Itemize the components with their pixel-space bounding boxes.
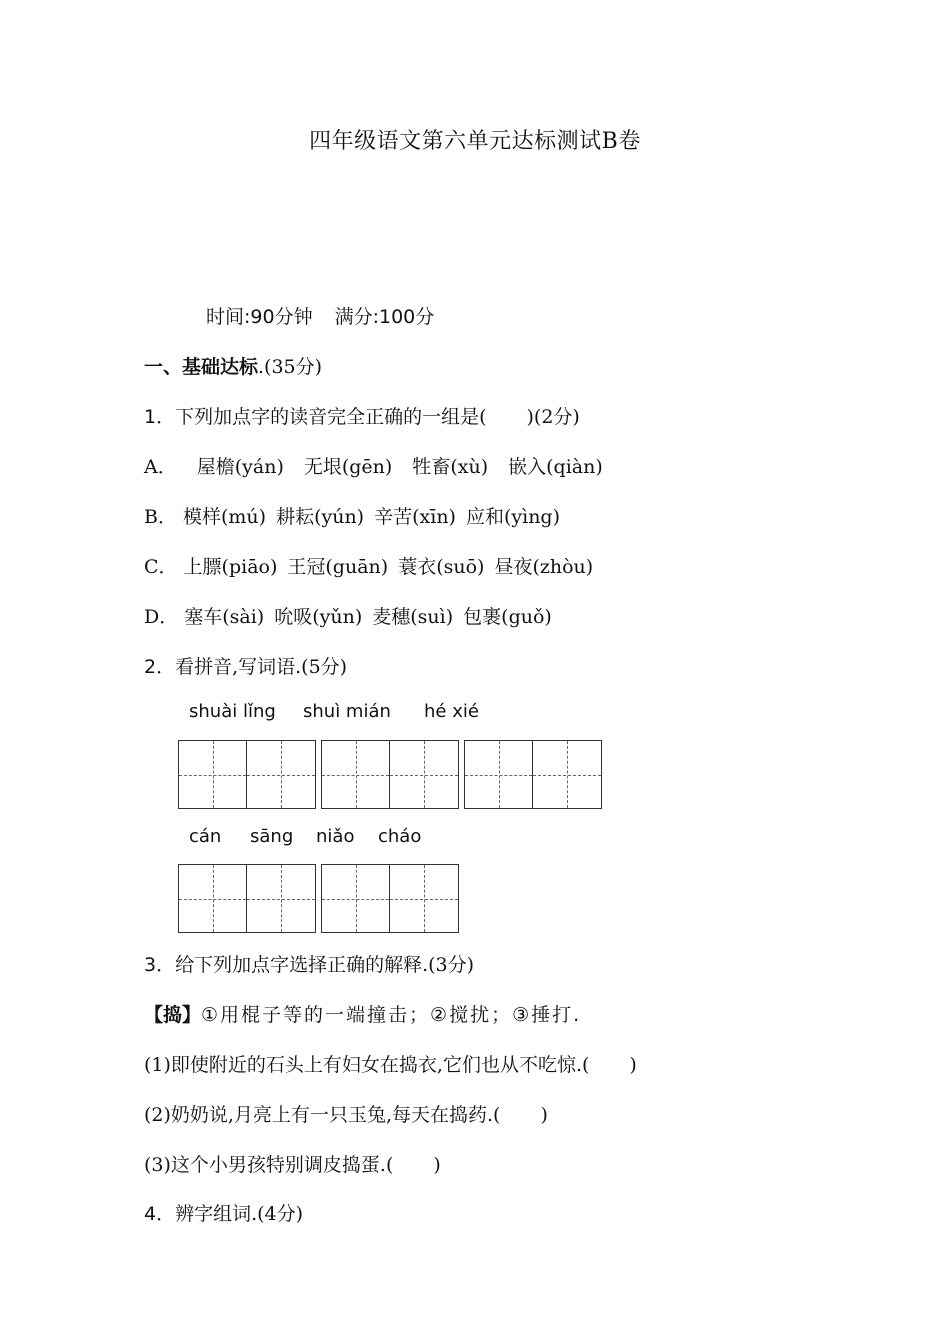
- option-item: 屋檐(yán): [196, 456, 284, 478]
- question-text: 下列加点字的读音完全正确的一组是(: [175, 406, 487, 428]
- option-item: 上膘(piāo): [183, 556, 278, 578]
- question-3-stem: [144, 950, 474, 977]
- sub-question-2: [144, 1100, 548, 1127]
- question-points: )(2分): [526, 406, 580, 428]
- question-text: 给下列加点字选择正确的解释.(3分): [175, 954, 475, 976]
- option-item: 包裹(guǒ): [463, 606, 552, 628]
- question-text: 辨字组词.(4分): [175, 1203, 304, 1225]
- full-score: 满分:100分: [334, 306, 435, 328]
- option-item: 无垠(gēn): [303, 456, 393, 478]
- option-item: 麦穗(suì): [372, 606, 454, 628]
- sub-question-text: (1)即使附近的石头上有妇女在捣衣,它们也从不吃惊.(: [144, 1054, 590, 1076]
- question-number: 4．: [144, 1203, 176, 1225]
- option-item: 耕耘(yún): [276, 506, 365, 528]
- option-a: [144, 452, 623, 479]
- tian-grid-cell[interactable]: [533, 741, 601, 808]
- writing-box-1[interactable]: [178, 740, 316, 809]
- pinyin-label: shuài lǐng: [189, 701, 276, 722]
- option-c: [144, 552, 603, 579]
- tian-grid-cell[interactable]: [390, 865, 458, 932]
- sub-question-text: (2)奶奶说,月亮上有一只玉兔,每天在捣药.(: [144, 1104, 501, 1126]
- option-item: 嵌入(qiàn): [508, 456, 603, 478]
- pinyin-label: niǎo: [316, 826, 355, 847]
- pinyin-label: sāng: [250, 826, 294, 847]
- question-text: 看拼音,写词语.(5分): [175, 656, 348, 678]
- option-item: 模样(mú): [182, 506, 267, 528]
- question-number: 3．: [144, 954, 176, 976]
- option-item: 塞车(sài): [184, 606, 265, 628]
- section-title: 一、基础达标: [144, 356, 259, 378]
- paren-close: ): [629, 1054, 637, 1076]
- sub-question-text: (3)这个小男孩特别调皮捣蛋.(: [144, 1154, 394, 1176]
- tian-grid-cell[interactable]: [322, 865, 390, 932]
- question-4-stem: [144, 1199, 303, 1226]
- tian-grid-cell[interactable]: [247, 741, 315, 808]
- option-item: 应和(yìng): [465, 506, 561, 528]
- question-2-stem: [144, 652, 347, 679]
- option-item: 辛苦(xīn): [374, 506, 456, 528]
- sub-question-1: [144, 1050, 637, 1077]
- writing-box-2[interactable]: [321, 740, 459, 809]
- writing-box-3[interactable]: [464, 740, 602, 809]
- page-title: 四年级语文第六单元达标测试B卷: [309, 129, 641, 154]
- option-item: 牲畜(xù): [412, 456, 489, 478]
- paren-close: ): [540, 1104, 548, 1126]
- section-points: .(35分): [258, 356, 323, 378]
- question-number: 2．: [144, 656, 176, 678]
- sub-question-3: [144, 1150, 441, 1177]
- option-label: D．: [144, 606, 179, 628]
- section-heading: [144, 352, 322, 379]
- pinyin-label: shuì mián: [303, 701, 391, 722]
- option-item: 王冠(guān): [287, 556, 389, 578]
- option-item: 吮吸(yǔn): [274, 606, 363, 628]
- tian-grid-cell[interactable]: [179, 741, 247, 808]
- time-limit: 时间:90分钟: [206, 306, 313, 328]
- option-label: B．: [144, 506, 177, 528]
- tian-grid-cell[interactable]: [465, 741, 533, 808]
- option-label: C．: [144, 556, 178, 578]
- definition-line: [144, 1000, 581, 1027]
- exam-meta: [206, 302, 456, 329]
- option-d: [144, 602, 562, 629]
- pinyin-label: cán: [189, 826, 222, 847]
- option-item: 昼夜(zhòu): [494, 556, 594, 578]
- question-1-stem: [144, 402, 580, 429]
- target-word: 【捣】: [144, 1004, 202, 1026]
- tian-grid-cell[interactable]: [322, 741, 390, 808]
- tian-grid-cell[interactable]: [179, 865, 247, 932]
- tian-grid-cell[interactable]: [390, 741, 458, 808]
- option-label: A．: [144, 456, 177, 478]
- option-b: [144, 502, 570, 529]
- pinyin-label: hé xié: [424, 701, 479, 722]
- pinyin-label: cháo: [378, 826, 422, 847]
- tian-grid-cell[interactable]: [247, 865, 315, 932]
- definitions: ①用棍子等的一端撞击；②搅扰；③捶打.: [201, 1004, 582, 1026]
- option-item: 蓑衣(suō): [398, 556, 485, 578]
- question-number: 1．: [144, 406, 176, 428]
- writing-box-5[interactable]: [321, 864, 459, 933]
- writing-box-4[interactable]: [178, 864, 316, 933]
- paren-close: ): [433, 1154, 441, 1176]
